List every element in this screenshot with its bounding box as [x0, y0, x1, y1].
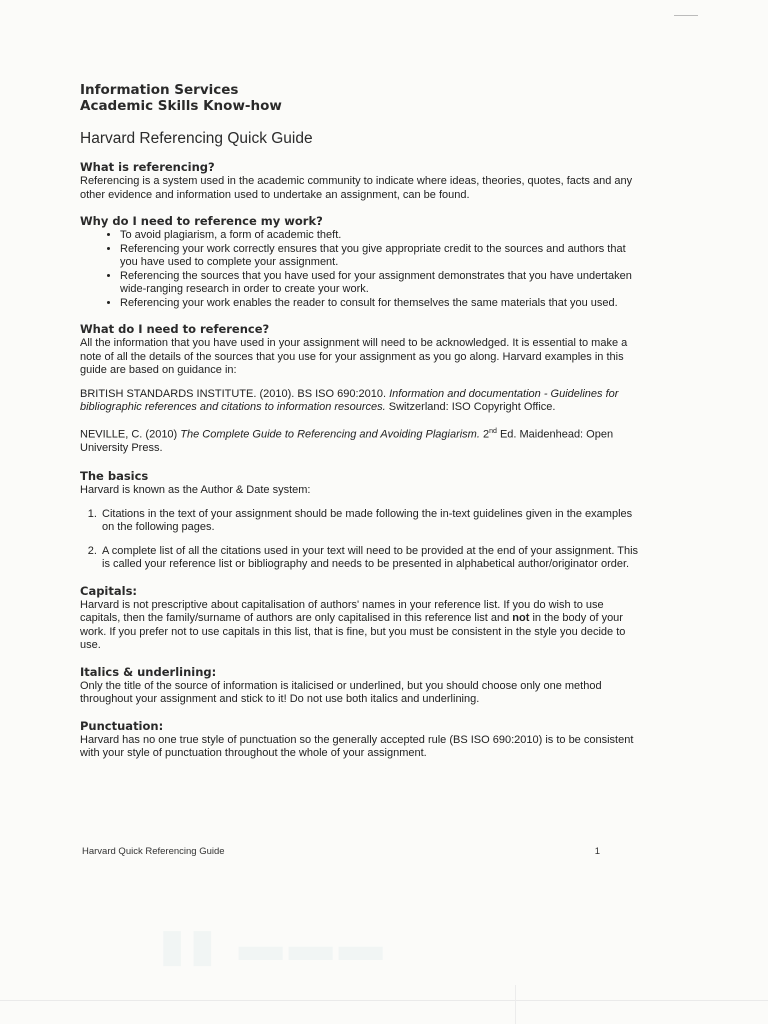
section-body-what: Referencing is a system used in the academic community to indicate where ideas, theories, quotes, facts and any other evidence and information used to undertake an assignment, can be found.	[80, 175, 633, 201]
reference-neville-post: Ed. Maidenhead: Open University Press.	[80, 428, 614, 454]
scan-mark	[674, 15, 698, 16]
page-footer	[82, 846, 600, 857]
document-title: Harvard Referencing Quick Guide	[80, 130, 313, 147]
org-subtitle: Academic Skills Know-how	[80, 98, 282, 114]
reference-neville-sup: nd	[489, 427, 497, 435]
list-item: 2. A complete list of all the citations used in your text will need to be provided at the end of your assignment. This is called your reference list or bibliography and needs to be presented in alphabetical author/originator order.	[100, 545, 640, 572]
section-heading-basics: The basics	[80, 469, 149, 484]
section-body-punctuation: Harvard has no one true style of punctuation so the generally accepted rule (BS ISO 690:2010) is to be consistent with your style of punctuation throughout the whole of your assignment.	[80, 733, 634, 760]
why-bullet-list	[80, 229, 640, 310]
reference-neville-edition: 2	[479, 428, 490, 441]
page-number: 1	[594, 846, 600, 857]
reference-bsi-pre: BRITISH STANDARDS INSTITUTE. (2010). BS ISO 690:2010.	[80, 387, 390, 400]
section-body-basics: Harvard is known as the Author & Date system:	[80, 484, 311, 497]
list-item: • Referencing the sources that you have used for your assignment demonstrates that you have undertaken wide-ranging research in order to create your work.	[120, 270, 640, 297]
section-heading-what: What is referencing?	[80, 160, 215, 174]
list-item: • To avoid plagiarism, a form of academic theft.	[120, 229, 640, 243]
section-heading-why: Why do I need to reference my work?	[80, 214, 323, 228]
reference-neville-title: The Complete Guide to Referencing and Avoiding Plagiarism.	[180, 428, 480, 441]
section-body-capitals	[80, 599, 640, 653]
basics-numbered-list	[80, 508, 640, 572]
reference-bsi-title: Information and documentation - Guidelines for bibliographic references and citations to information resources.	[80, 387, 619, 413]
capitals-text-bold: not	[512, 612, 530, 625]
reference-neville	[80, 425, 640, 456]
list-item: • Referencing your work enables the reader to consult for themselves the same materials that you used.	[120, 297, 640, 311]
list-item: • Referencing your work correctly ensures that you give appropriate credit to the sources and authors that you have used to complete your assignment.	[120, 243, 640, 270]
section-heading-punctuation: Punctuation:	[80, 718, 164, 733]
footer-title: Harvard Quick Referencing Guide	[82, 846, 225, 857]
capitals-text-pre: Harvard is not prescriptive about capitalisation of authors' names in your reference list. If you do wish to use capitals, then the family/surname of authors are only capitalised in this reference list and	[80, 598, 604, 625]
section-body-need: All the information that you have used in your assignment will need to be acknowledged. It is essential to make a note of all the details of the sources that you use for your assignment as you go along. Harvard examples in this guide are based on guidance in:	[80, 337, 628, 376]
org-name: Information Services	[80, 82, 239, 98]
scan-fold	[515, 985, 516, 1024]
section-heading-capitals: Capitals:	[80, 583, 138, 598]
list-item: 1. Citations in the text of your assignment should be made following the in-text guidelines given in the examples on the following pages.	[100, 508, 640, 535]
section-body-italics: Only the title of the source of information is italicised or underlined, but you should choose only one method throughout your assignment and stick to it! Do not use both italics and underlining.	[80, 679, 602, 706]
capitals-text-post: in the body of your work. If you prefer not to use capitals in this list, that is fine, but you must be consistent in the style you decide to use.	[80, 612, 626, 652]
reference-bsi	[80, 388, 640, 415]
scan-edge	[0, 1000, 768, 1001]
reference-bsi-post: Switzerland: ISO Copyright Office.	[385, 401, 556, 413]
scan-bleed-through: ▮▮ ▬▬▬	[160, 921, 389, 970]
section-heading-need: What do I need to reference?	[80, 322, 270, 336]
reference-neville-pre: NEVILLE, C. (2010)	[80, 428, 181, 441]
document-page	[80, 82, 640, 761]
section-heading-italics: Italics & underlining:	[80, 664, 217, 679]
